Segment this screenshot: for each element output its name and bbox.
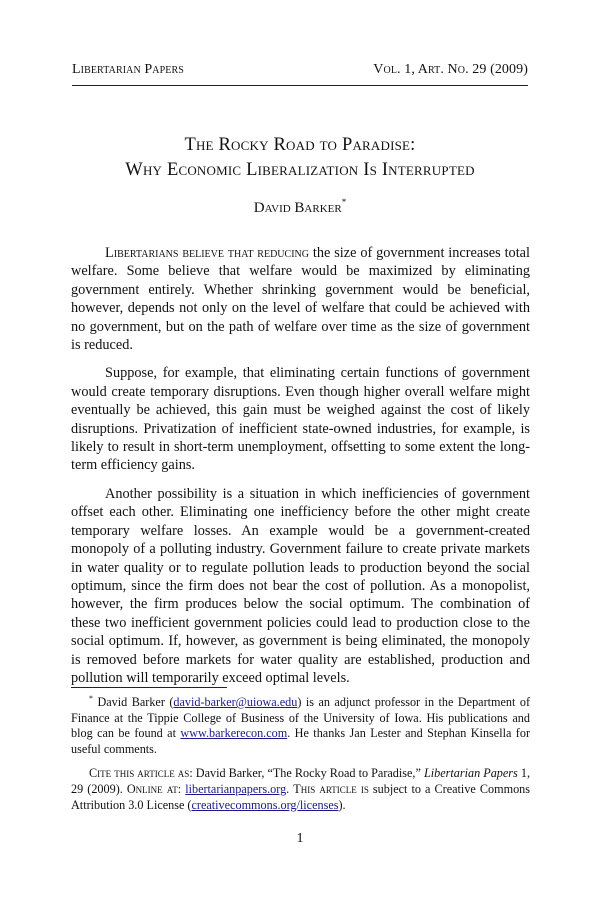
footnote-author-name: David Barker: [97, 695, 165, 710]
paragraph-1-text: the size of government increases total welfare. Some believe that welfare would be maximized by eliminating government entirely. Whether shrinking government would be beneficial, however, depends not only on the level of welfare that could be achieved with no government, but on the path of welfare over time as the size of government is reduced.: [71, 245, 530, 354]
author-website-link[interactable]: www.barkerecon.com: [180, 726, 288, 741]
cite-closing: ).: [338, 797, 346, 812]
cite-period: .: [286, 782, 294, 797]
cite-text-2: 1, 29 (2009).: [71, 766, 530, 797]
author-email-link[interactable]: david-barker@uiowa.edu: [173, 695, 298, 710]
cite-text-1: David Barker, “The Rocky Road to Paradise,”: [192, 766, 424, 781]
page-number: 1: [296, 831, 304, 846]
footnote-marker: *: [89, 694, 93, 703]
paragraph-3: [71, 485, 530, 687]
author-footnote: [71, 691, 530, 757]
paragraph-2-text: Suppose, for example, that eliminating certain functions of government would create temporary disruptions. Even though higher overall welfare might eventually be achieved, this gain must be weighed against the cost of likely disruptions. Privatization of inefficient state-owned industries, for example, is likely to result in short-term unemployment, offsetting to some extent the long-term efficiency gains.: [71, 365, 530, 474]
license-label: This article is: [293, 782, 369, 797]
paragraph-3-text: Another possibility is a situation in which inefficiencies of government offset each other. Eliminating one inefficiency before the other might create temporary welfare losses. An example would be a government-created monopoly of a polluting industry. Government failure to create private markets in water quality or to regulate pollution leads to production beyond the social optimum, since the firm does not bear the cost of pollution. As a monopolist, however, the firm produces below the social optimum. The combination of these two inefficient government policies could lead to production close to the social optimum. If, however, as government is being eliminated, the monopoly is removed before markets for water quality are established, production and pollution will temporarily exceed optimal levels.: [71, 485, 530, 686]
author-footnote-marker[interactable]: *: [341, 197, 347, 207]
body-text: [71, 244, 530, 697]
author-line: [60, 198, 540, 217]
author-name: David Barker: [253, 200, 342, 216]
footnote-section: [71, 691, 530, 813]
license-link[interactable]: creativecommons.org/licenses: [191, 797, 339, 812]
citation-note: [71, 766, 530, 813]
journal-site-link[interactable]: libertarianpapers.org: [185, 782, 287, 797]
journal-name: Libertarian Papers: [72, 62, 184, 77]
title-line-1: The Rocky Road to Paradise:: [184, 135, 416, 155]
cite-journal: Libertarian Papers: [423, 766, 518, 781]
title-line-2: Why Economic Liberalization Is Interrupted: [125, 160, 475, 180]
running-header: [72, 62, 528, 82]
footnote-text-1: ) is an adjunct professor in the Department of Finance at the Tippie College of Business of the University of Iowa. His publications and blog can be found at: [71, 695, 530, 741]
footnote-paren: (: [169, 695, 174, 710]
paragraph-1-lead: Libertarians believe that reducing: [105, 245, 309, 261]
online-label: Online at:: [126, 782, 182, 797]
paragraph-1: [71, 244, 530, 354]
footnote-rule: [71, 687, 227, 688]
paragraph-2: [71, 364, 530, 474]
volume-info: Vol. 1, Art. No. 29 (2009): [373, 62, 528, 77]
cite-label: Cite this article as:: [89, 766, 193, 781]
footnote-text-2: . He thanks Jan Lester and Stephan Kinsella for useful comments.: [71, 726, 530, 756]
header-rule: [72, 85, 528, 86]
paper-title: [60, 133, 540, 183]
license-text: subject to a Creative Commons Attribution 3.0 License (: [71, 782, 531, 812]
